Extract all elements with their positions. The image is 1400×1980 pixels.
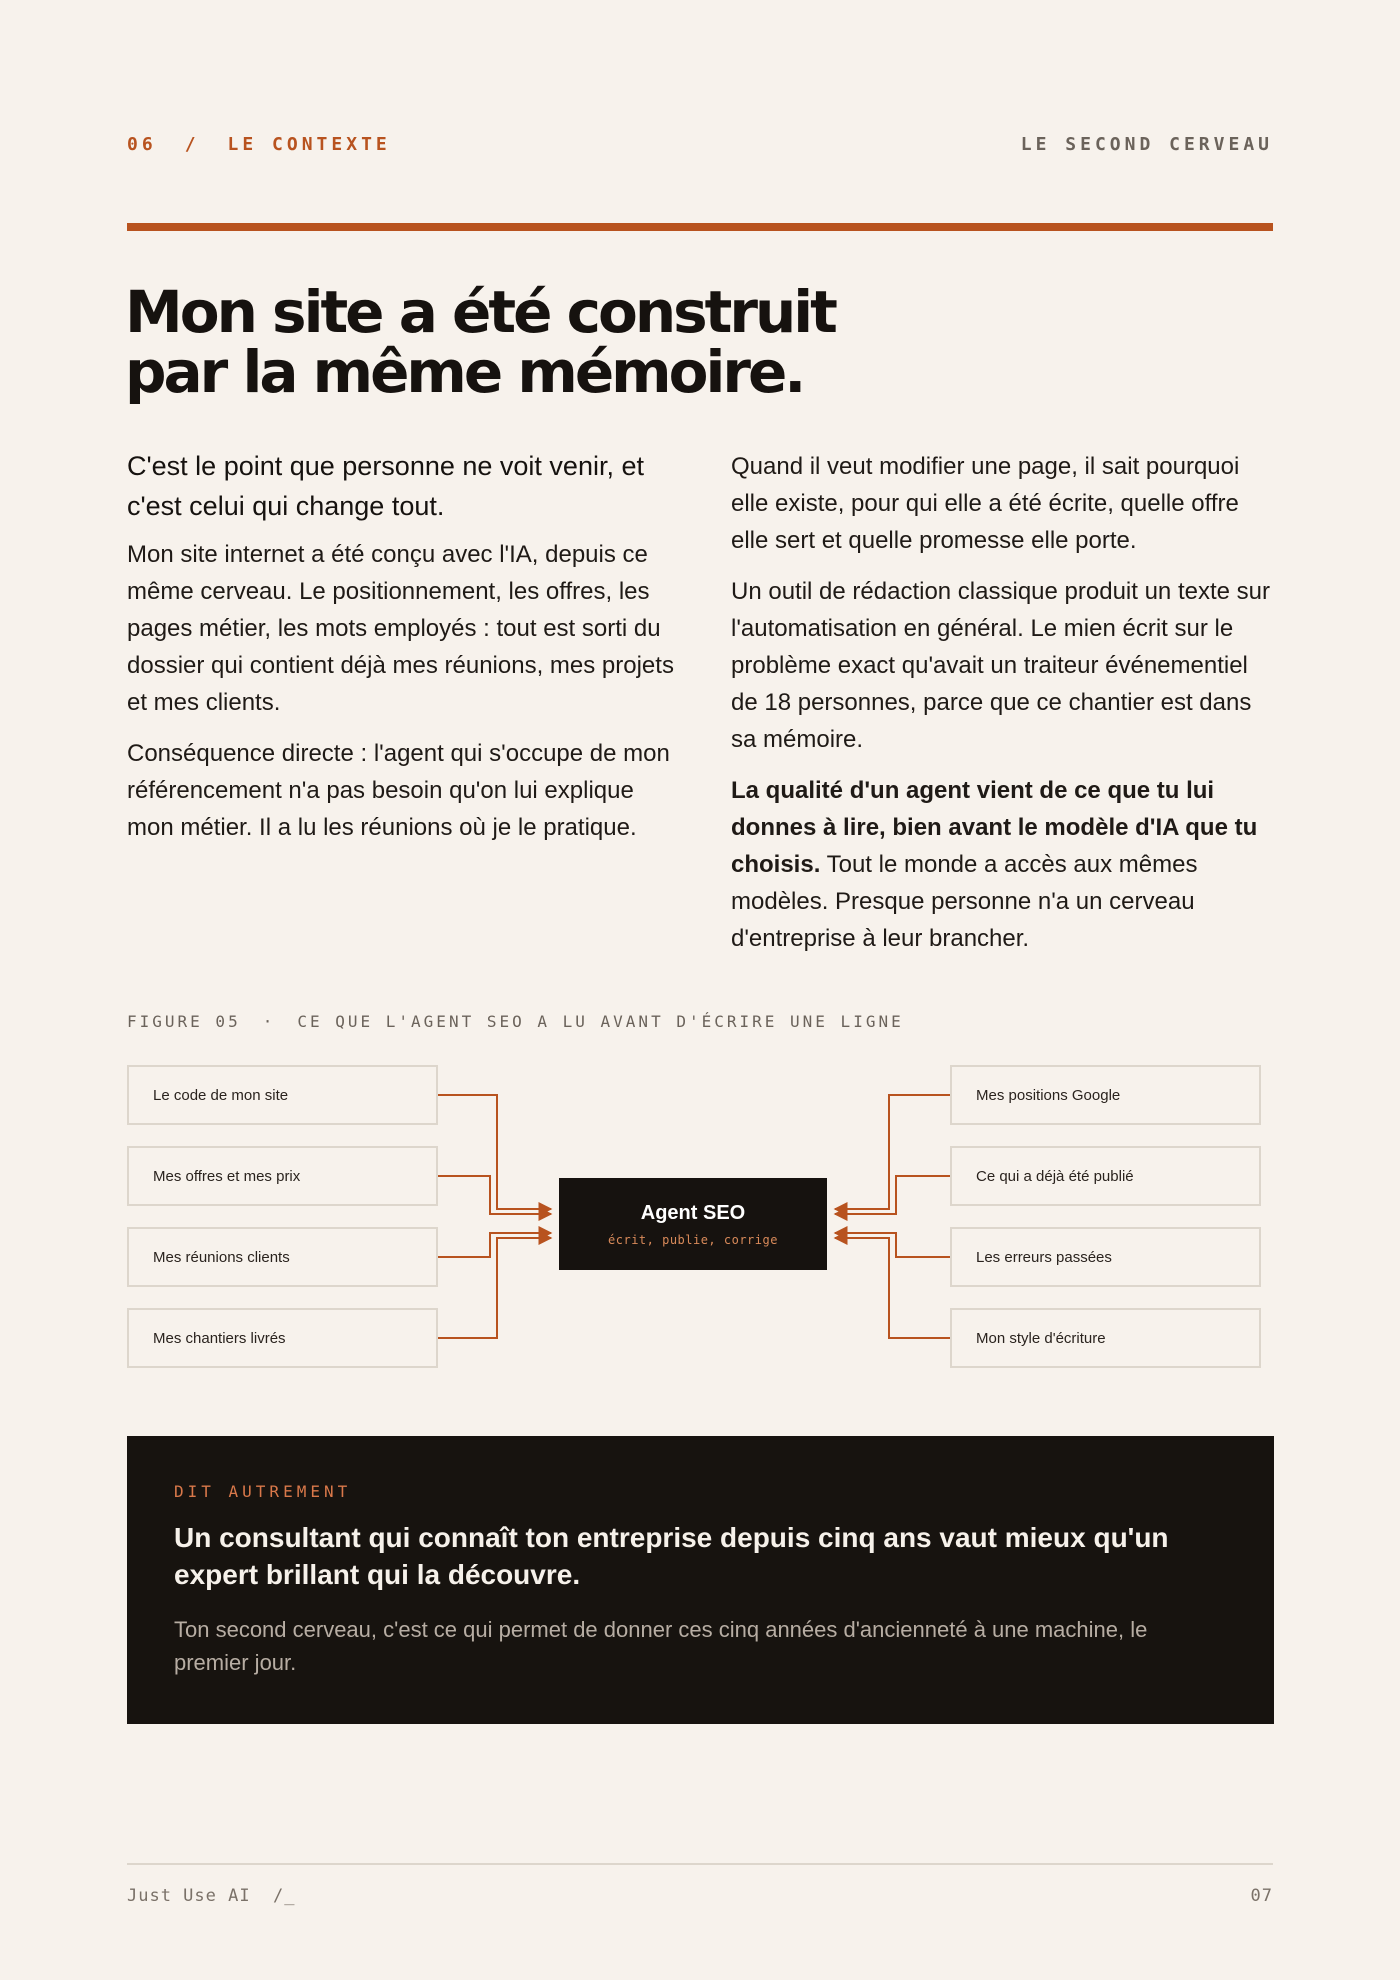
right-paragraph-3-rest: Tout le monde a accès aux mêmes modèles. Presque personne n'a un cerveau d'entreprise à leur brancher. — [731, 851, 1198, 952]
left-paragraph-2: Conséquence directe : l'agent qui s'occupe de mon référencement n'a pas besoin qu'on lui explique mon métier. Il a lu les réunions où je le pratique. — [127, 740, 670, 841]
agent-title: Agent SEO — [640, 1201, 746, 1224]
connector-left-4 — [437, 1238, 551, 1338]
section-separator: / — [184, 134, 200, 155]
agent-subtitle: écrit, publie, corrige — [608, 1232, 778, 1247]
input-box-left-1: Le code de mon site — [127, 1065, 438, 1125]
input-box-left-3: Mes réunions clients — [127, 1227, 438, 1287]
footer-rule — [127, 1863, 1273, 1865]
page-footer — [127, 1886, 1273, 1906]
callout-body: Ton second cerveau, c'est ce qui permet de donner ces cinq années d'ancienneté à une machine, le premier jour. — [174, 1617, 1148, 1675]
callout-label: DIT AUTREMENT — [174, 1482, 352, 1501]
input-box-right-2: Ce qui a déjà été publié — [950, 1146, 1261, 1206]
input-box-left-4: Mes chantiers livrés — [127, 1308, 438, 1368]
key-takeaway: La qualité d'un agent vient de ce que tu lui donnes à lire, bien avant le modèle d'IA que tu choisis. — [731, 777, 1258, 878]
figure-label: FIGURE 05 — [127, 1012, 241, 1031]
agent-seo-node — [559, 1178, 827, 1270]
connector-right-1 — [835, 1095, 950, 1209]
title-line-2: par la même mémoire. — [125, 338, 804, 406]
input-box-right-1: Mes positions Google — [950, 1065, 1261, 1125]
connector-right-3 — [835, 1233, 950, 1257]
connector-left-3 — [437, 1233, 551, 1257]
right-paragraph-2: Un outil de rédaction classique produit un texte sur l'automatisation en général. Le mien écrit sur le problème exact qu'avait un traiteur événementiel de 18 personnes, parce que ce chantier est dans sa mémoire. — [731, 578, 1270, 753]
connector-right-4 — [835, 1238, 950, 1338]
brand-label: LE SECOND CERVEAU — [1020, 134, 1273, 155]
title-line-1: Mon site a été construit — [125, 278, 835, 346]
callout-box — [127, 1436, 1274, 1724]
footer-brand: Just Use AI /_ — [127, 1886, 296, 1906]
input-box-left-2: Mes offres et mes prix — [127, 1146, 438, 1206]
input-box-right-3: Les erreurs passées — [950, 1227, 1261, 1287]
section-title: LE CONTEXTE — [227, 134, 391, 155]
callout-headline: Un consultant qui connaît ton entreprise depuis cinq ans vaut mieux qu'un expert brillant qui la découvre. — [174, 1522, 1169, 1590]
right-paragraph-1: Quand il veut modifier une page, il sait pourquoi elle existe, pour qui elle a été écrite, quelle offre elle sert et quelle promesse elle porte. — [731, 453, 1240, 554]
page-number: 07 — [1250, 1886, 1273, 1906]
lead-paragraph: C'est le point que personne ne voit venir, et c'est celui qui change tout. — [127, 451, 644, 521]
figure-caption-text: CE QUE L'AGENT SEO A LU AVANT D'ÉCRIRE UNE LIGNE — [297, 1012, 904, 1031]
connector-left-1 — [437, 1095, 551, 1209]
left-paragraph-1: Mon site internet a été conçu avec l'IA, depuis ce même cerveau. Le positionnement, les offres, les pages métier, les mots employés : tout est sorti du dossier qui contient déjà mes réunions, mes projets et mes clients. — [127, 541, 674, 716]
figure-dot: · — [262, 1012, 276, 1031]
input-box-right-4: Mon style d'écriture — [950, 1308, 1261, 1368]
section-number: 06 — [127, 134, 157, 155]
